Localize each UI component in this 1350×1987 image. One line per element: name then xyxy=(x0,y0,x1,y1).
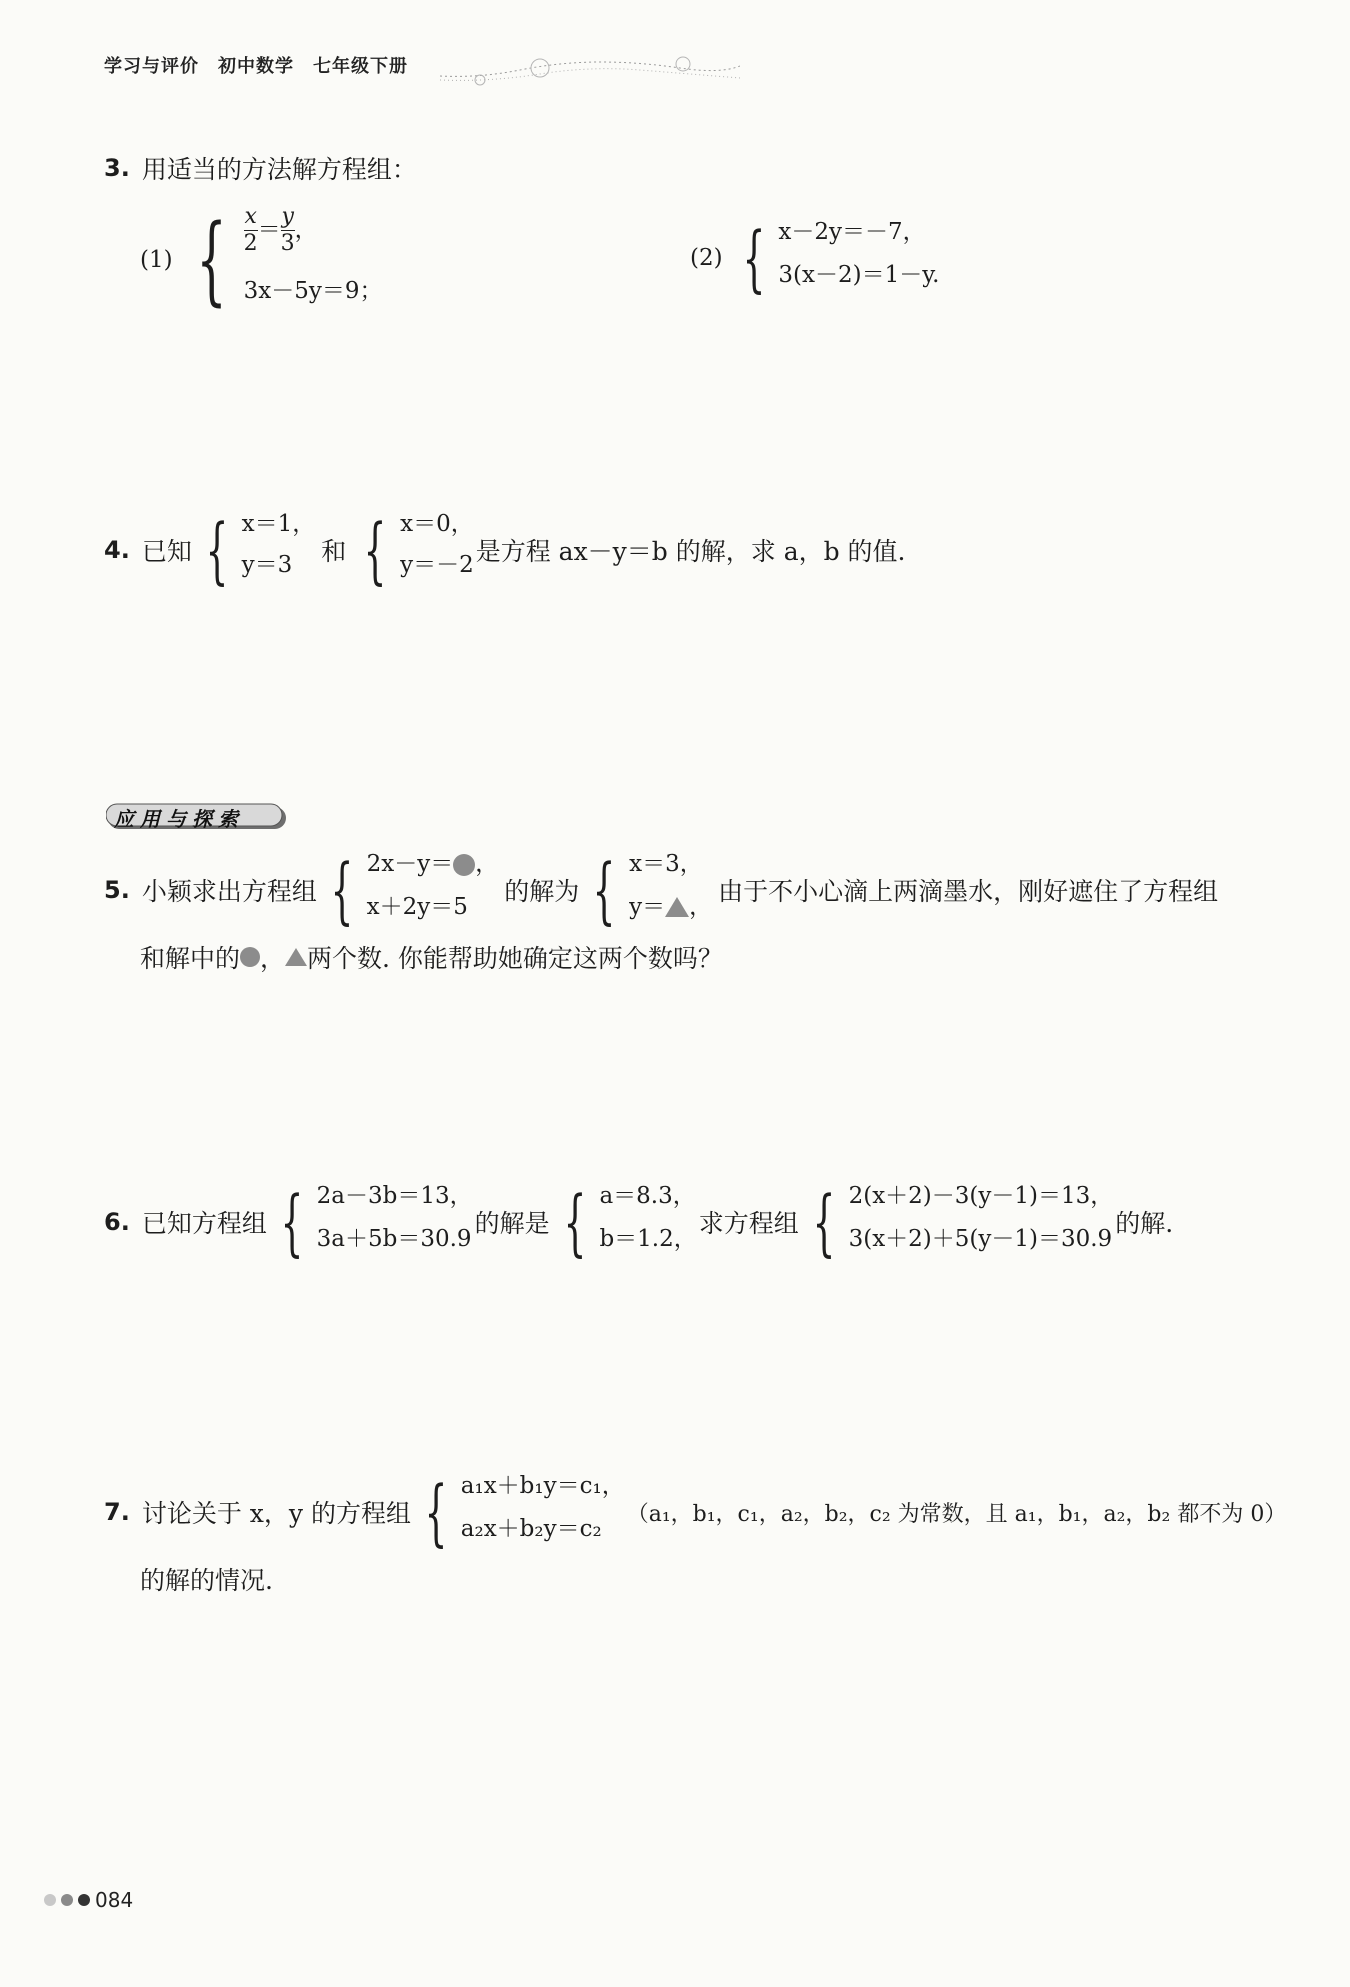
ink-blot-circle-icon xyxy=(240,947,260,967)
brace-icon: { xyxy=(205,508,229,592)
equation-system: { a＝8.3， b＝1.2， xyxy=(563,1180,697,1264)
brace-icon: { xyxy=(195,204,227,316)
question-5-line-2: 和解中的 ， 两个数. 你能帮助她确定这两个数吗？ xyxy=(140,944,723,973)
question-number: 7. xyxy=(104,1498,130,1526)
equation-system: { 2a－3b＝13， 3a＋5b＝30.9 xyxy=(280,1180,473,1264)
dot-icon xyxy=(78,1894,90,1906)
equation-row: x－2y＝－7， xyxy=(778,219,926,245)
brace-icon: { xyxy=(280,1180,304,1264)
brace-icon: { xyxy=(363,508,387,592)
question-number: 6. xyxy=(104,1208,130,1236)
header-decoration xyxy=(440,48,740,88)
page-number: 084 xyxy=(44,1888,133,1912)
equation-system: { a₁x＋b₁y＝c₁， a₂x＋b₂y＝c₂ xyxy=(424,1470,625,1554)
question-7-line-1: 7. 讨论关于 x，y 的方程组 { a₁x＋b₁y＝c₁， a₂x＋b₂y＝c₂ （a₁，b₁，c₁，a₂，b₂，c₂ 为常数，且 a₁，b₁，a₂，b₂ 都不为 0） xyxy=(104,1470,1287,1554)
part-label: (2) xyxy=(690,245,723,271)
ink-blot-circle-icon xyxy=(453,854,475,876)
q3-part-1 xyxy=(140,204,385,316)
question-4: 4. 已知 { x＝1， y＝3 和 { x＝0， y＝－2 是方程 ax－y＝b 的解，求 a，b 的值. xyxy=(104,508,906,592)
equation-system: { 2(x＋2)－3(y－1)＝13， 3(x＋2)＋5(y－1)＝30.9 xyxy=(812,1180,1114,1264)
fraction: $\frac{y}{3}$ xyxy=(280,204,295,257)
brace-icon: { xyxy=(330,848,354,932)
question-text: 用适当的方法解方程组： xyxy=(141,155,417,184)
equation-system: { x＝1， y＝3 xyxy=(205,508,316,592)
equation-row: 3x－5y＝9； xyxy=(243,277,383,304)
fraction: $\frac{x}{2}$ xyxy=(243,204,258,257)
part-label: (1) xyxy=(140,247,173,273)
question-6: 6. 已知方程组 { 2a－3b＝13， 3a＋5b＝30.9 的解是 { a＝8.3， b＝1.2， 求方程组 { 2(x＋2)－3(y－1)＝13， 3(x＋2)＋5(y－1)＝30.9 的解. xyxy=(104,1180,1174,1264)
dot-icon xyxy=(61,1894,73,1906)
equation-system: { 2x－y＝ ， x＋2y＝5 xyxy=(330,848,499,932)
ink-blot-triangle-icon xyxy=(285,948,307,966)
equation-row: 3(x－2)＝1－y. xyxy=(778,261,940,288)
q3-part-2 xyxy=(690,216,941,300)
dot-icon xyxy=(44,1894,56,1906)
brace-icon: { xyxy=(592,848,616,932)
question-3-stem xyxy=(104,150,417,186)
question-5-line-1: 5. 小颖求出方程组 { 2x－y＝ ， x＋2y＝5 的解为 { x＝3， y＝ ， 由于不小心滴上两滴墨水，刚好遮住了方程组 xyxy=(104,848,1219,932)
ink-blot-triangle-icon xyxy=(665,897,689,917)
question-7-line-2: 的解的情况. xyxy=(140,1566,273,1595)
brace-icon: { xyxy=(563,1180,586,1264)
question-number: 4. xyxy=(104,536,130,564)
brace-icon: { xyxy=(742,216,765,300)
brace-icon: { xyxy=(424,1470,448,1554)
equation-system: { x＝0， y＝－2 xyxy=(363,508,474,592)
equation-system: { $\frac{x}{2}$ ＝ $\frac{y}{3}$ ， 3x－5y＝9； xyxy=(195,204,383,316)
equation-system: { x＝3， y＝ ， xyxy=(592,848,713,932)
question-number: 3. xyxy=(104,154,130,182)
brace-icon: { xyxy=(812,1180,836,1264)
section-title: 应用与探索 xyxy=(114,807,244,831)
equation-system xyxy=(731,216,940,300)
question-number: 5. xyxy=(104,876,130,904)
running-header: 学习与评价 初中数学 七年级下册 xyxy=(104,56,408,77)
